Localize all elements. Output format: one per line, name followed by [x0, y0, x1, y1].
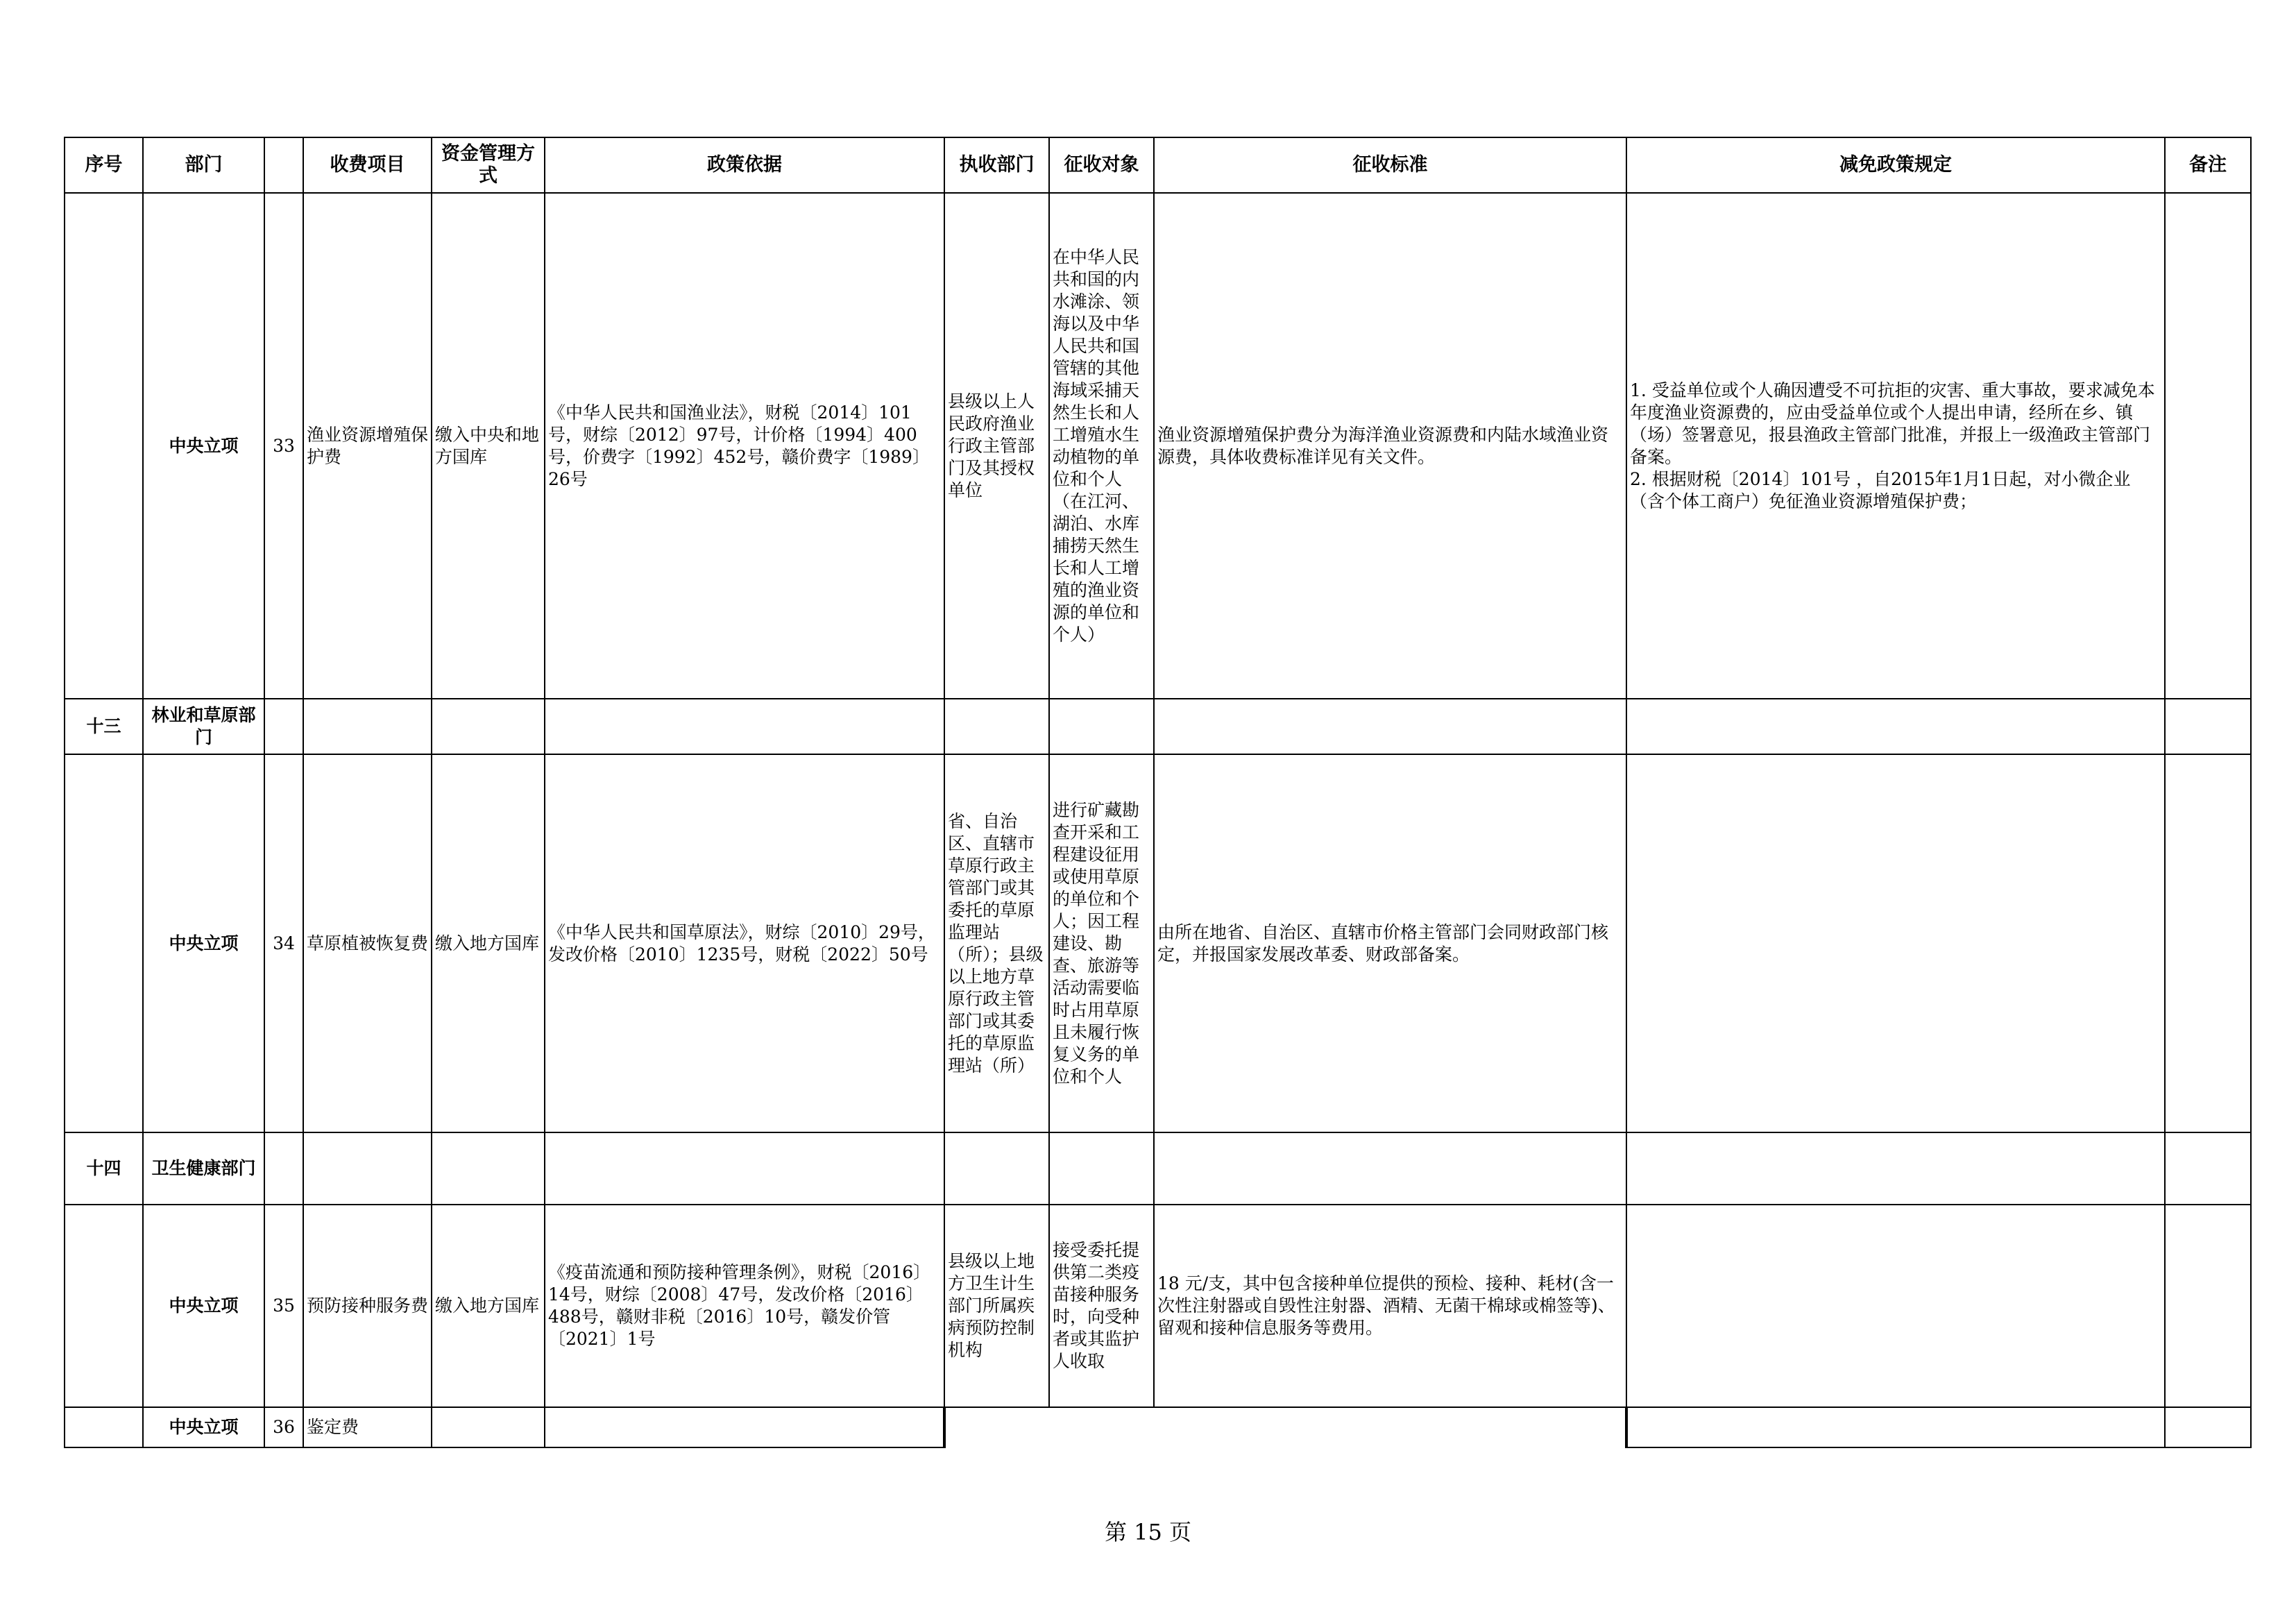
header-blank: [264, 137, 303, 193]
header-payer: 征收对象: [1049, 137, 1154, 193]
empty-cell: [264, 1132, 303, 1205]
section-row: [65, 699, 2251, 754]
row-basis: 《中华人民共和国渔业法》，财税〔2014〕101号，财综〔2012〕97号，计价格〔1994〕400号，价费字〔1992〕452号，赣价费字〔1989〕26号: [545, 193, 944, 699]
exemption-item-2: 2. 根据财税〔2014〕101号 ，自2015年1月1日起，对小微企业（含个体工商户）免征渔业资源增殖保护费；: [1630, 468, 2131, 511]
row-payer: 在中华人民共和国的内水滩涂、领海以及中华人民共和国管辖的其他海域采捕天然生长和人工增殖水生动植物的单位和个人（在江河、湖泊、水库捕捞天然生长和人工增殖的渔业资源的单位和个人）: [1049, 193, 1154, 699]
row-fund: 缴入中央和地方国库: [432, 193, 545, 699]
header-dept: 部门: [143, 137, 264, 193]
row-remark: [2165, 754, 2251, 1132]
header-row: [65, 137, 2251, 193]
empty-cell: [264, 699, 303, 754]
row-dept: 中央立项: [143, 754, 264, 1132]
row-item: 渔业资源增殖保护费: [303, 193, 432, 699]
table-row: [65, 754, 2251, 1132]
section-dept: 卫生健康部门: [143, 1132, 264, 1205]
header-remark: 备注: [2165, 137, 2251, 193]
header-collector: 执收部门: [944, 137, 1049, 193]
empty-cell: [1049, 1132, 1154, 1205]
row-payer: 进行矿藏勘查开采和工程建设征用或使用草原的单位和个人；因工程建设、勘查、旅游等活动需要临时占用草原且未履行恢复义务的单位和个人: [1049, 754, 1154, 1132]
header-seq: 序号: [65, 137, 143, 193]
empty-cell: [545, 699, 944, 754]
header-basis: 政策依据: [545, 137, 944, 193]
row-dept: 中央立项: [143, 193, 264, 699]
row-exemption: [1626, 1205, 2165, 1407]
row-item: 预防接种服务费: [303, 1205, 432, 1407]
fee-table: [64, 137, 2252, 1448]
table-row: [65, 1205, 2251, 1407]
table-row: [65, 193, 2251, 699]
row-seq: [65, 1407, 143, 1447]
row-remark: [2165, 1205, 2251, 1407]
empty-cell: [1626, 699, 2165, 754]
page-number: 第 15 页: [1104, 1519, 1192, 1545]
row-dept: 中央立项: [143, 1205, 264, 1407]
row-seq: [65, 1205, 143, 1407]
header-standard: 征收标准: [1154, 137, 1626, 193]
row-seq: [65, 754, 143, 1132]
row-standard: 由所在地省、自治区、直辖市价格主管部门会同财政部门核定，并报国家发展改革委、财政部备案。: [1154, 754, 1626, 1132]
header-item: 收费项目: [303, 137, 432, 193]
row-collector: 省、自治区、直辖市草原行政主管部门或其委托的草原监理站（所）；县级以上地方草原行政主管部门或其委托的草原监理站（所）: [944, 754, 1049, 1132]
section-seq: 十四: [65, 1132, 143, 1205]
empty-cell: [1626, 1132, 2165, 1205]
empty-cell: [1049, 699, 1154, 754]
section-seq: 十三: [65, 699, 143, 754]
section-dept: 林业和草原部门: [143, 699, 264, 754]
empty-cell: [1626, 1407, 2165, 1447]
empty-cell: [944, 1132, 1049, 1205]
row-dept: 中央立项: [143, 1407, 264, 1447]
empty-cell: [545, 1407, 944, 1447]
empty-cell: [545, 1132, 944, 1205]
empty-cell: [944, 1407, 1049, 1447]
empty-cell: [1154, 1407, 1626, 1447]
row-standard: 渔业资源增殖保护费分为海洋渔业资源费和内陆水域渔业资源费，具体收费标准详见有关文件。: [1154, 193, 1626, 699]
empty-cell: [432, 1407, 545, 1447]
row-seq: [65, 193, 143, 699]
empty-cell: [1154, 1132, 1626, 1205]
row-item: 草原植被恢复费: [303, 754, 432, 1132]
row-no: 35: [264, 1205, 303, 1407]
row-no: 34: [264, 754, 303, 1132]
empty-cell: [1154, 699, 1626, 754]
row-item: 鉴定费: [303, 1407, 432, 1447]
empty-cell: [2165, 1407, 2251, 1447]
section-row: [65, 1132, 2251, 1205]
row-exemption: [1626, 754, 2165, 1132]
empty-cell: [303, 699, 432, 754]
row-no: 36: [264, 1407, 303, 1447]
row-basis: 《疫苗流通和预防接种管理条例》，财税〔2016〕14号，财综〔2008〕47号，发改价格〔2016〕488号，赣财非税〔2016〕10号，赣发价管〔2021〕1号: [545, 1205, 944, 1407]
exemption-item-1: 1. 受益单位或个人确因遭受不可抗拒的灾害、重大事故，要求减免本年度渔业资源费的，应由受益单位或个人提出申请，经所在乡、镇（场）签署意见，报县渔政主管部门批准，并报上一级渔政主管部门备案。: [1630, 380, 2155, 467]
row-payer: 接受委托提供第二类疫苗接种服务时，向受种者或其监护人收取: [1049, 1205, 1154, 1407]
empty-cell: [432, 1132, 545, 1205]
row-fund: 缴入地方国库: [432, 754, 545, 1132]
row-standard: 18 元/支，其中包含接种单位提供的预检、接种、耗材(含一次性注射器或自毁性注射器、酒精、无菌干棉球或棉签等)、留观和接种信息服务等费用。: [1154, 1205, 1626, 1407]
row-collector: 县级以上地方卫生计生部门所属疾病预防控制机构: [944, 1205, 1049, 1407]
row-remark: [2165, 193, 2251, 699]
empty-cell: [432, 699, 545, 754]
row-exemption: [1626, 193, 2165, 699]
empty-cell: [2165, 1132, 2251, 1205]
row-basis: 《中华人民共和国草原法》，财综〔2010〕29号，发改价格〔2010〕1235号，财税〔2022〕50号: [545, 754, 944, 1132]
table-row: [65, 1407, 2251, 1447]
row-no: 33: [264, 193, 303, 699]
row-collector: 县级以上人民政府渔业行政主管部门及其授权单位: [944, 193, 1049, 699]
empty-cell: [944, 699, 1049, 754]
empty-cell: [1049, 1407, 1154, 1447]
empty-cell: [303, 1132, 432, 1205]
header-fund: 资金管理方式: [432, 137, 545, 193]
row-fund: 缴入地方国库: [432, 1205, 545, 1407]
header-exemption: 减免政策规定: [1626, 137, 2165, 193]
empty-cell: [2165, 699, 2251, 754]
